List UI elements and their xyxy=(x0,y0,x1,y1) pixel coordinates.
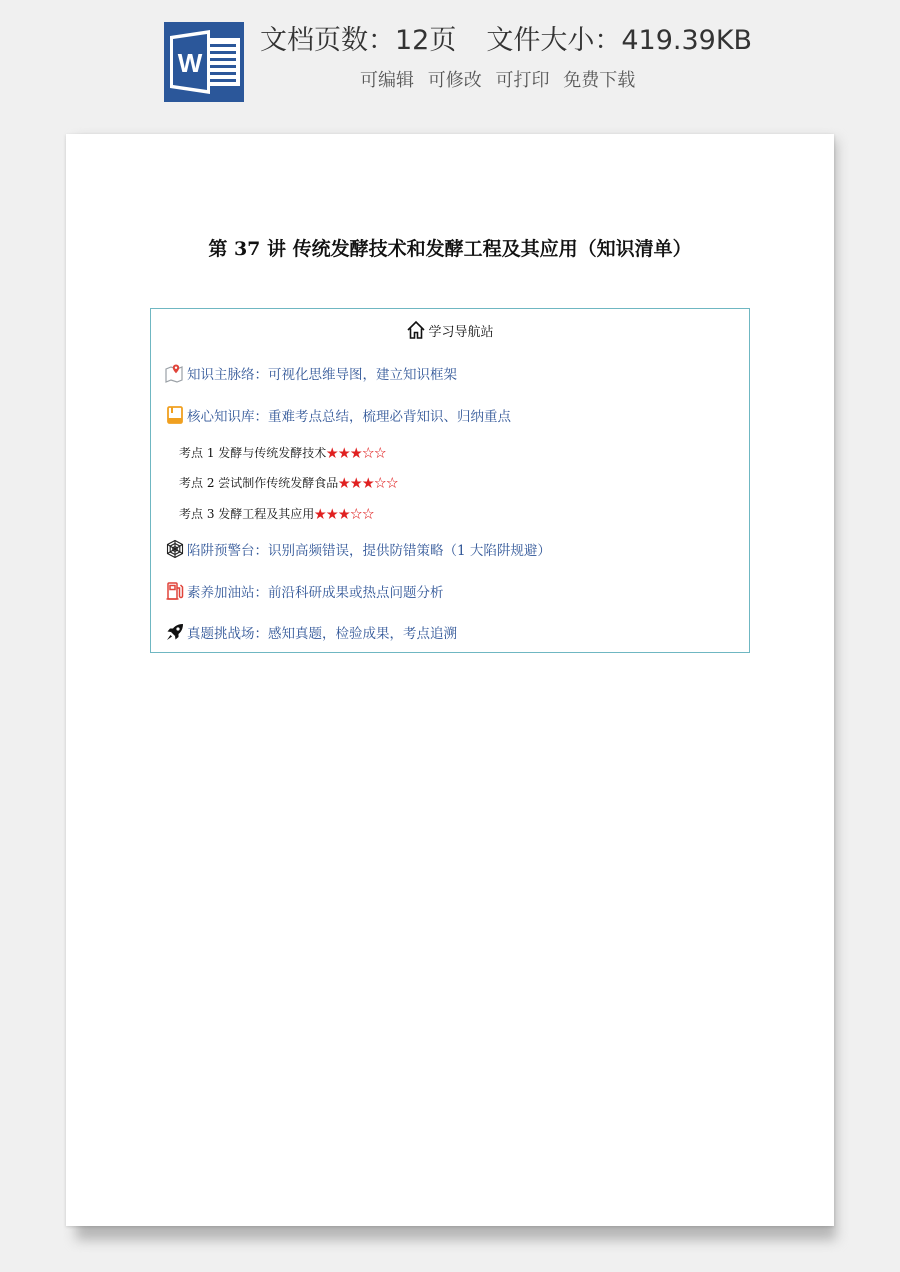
rocket-icon xyxy=(165,622,185,642)
key-point-2-label: 考点 2 尝试制作传统发酵食品 xyxy=(179,476,339,490)
feature-printable: 可打印 xyxy=(495,70,550,91)
key-point-2-stars: ★★★☆☆ xyxy=(338,476,399,490)
map-pin-icon xyxy=(165,363,185,383)
key-point-1 xyxy=(179,444,386,461)
web-warning-icon xyxy=(165,539,185,559)
section-knowledge-map-label: 知识主脉络：可视化思维导图，建立知识框架 xyxy=(187,367,457,383)
section-core-knowledge[interactable] xyxy=(165,405,511,425)
section-exam-challenge-label: 真题挑战场：感知真题，检验成果，考点追溯 xyxy=(187,626,457,642)
file-info-title xyxy=(260,18,760,57)
document-title: 第 37 讲 传统发酵技术和发酵工程及其应用（知识清单） xyxy=(208,238,692,260)
key-point-3 xyxy=(179,505,374,522)
page-count: 文档页数：12页 xyxy=(260,25,457,56)
book-icon xyxy=(165,405,185,425)
section-trap-warning[interactable] xyxy=(165,539,551,559)
section-literacy-station-label: 素养加油站：前沿科研成果或热点问题分析 xyxy=(187,585,444,601)
nav-heading xyxy=(151,320,749,344)
feature-free-download: 免费下载 xyxy=(563,70,636,91)
fuel-pump-icon xyxy=(165,581,185,601)
feature-modifiable: 可修改 xyxy=(427,70,482,91)
download-banner xyxy=(0,0,900,135)
svg-text:W: W xyxy=(177,48,203,78)
nav-heading-label: 学习导航站 xyxy=(428,325,494,340)
key-point-1-label: 考点 1 发酵与传统发酵技术 xyxy=(179,446,327,460)
key-point-1-stars: ★★★☆☆ xyxy=(326,446,387,460)
feature-editable: 可编辑 xyxy=(360,70,414,91)
section-exam-challenge[interactable] xyxy=(165,622,457,642)
key-point-3-label: 考点 3 发酵工程及其应用 xyxy=(179,507,315,521)
section-knowledge-map[interactable] xyxy=(165,363,457,383)
section-core-knowledge-label: 核心知识库：重难考点总结，梳理必背知识、归纳重点 xyxy=(187,409,511,425)
house-icon xyxy=(406,320,426,344)
section-trap-warning-label: 陷阱预警台：识别高频错误，提供防错策略（1 大陷阱规避） xyxy=(187,543,551,559)
section-literacy-station[interactable] xyxy=(165,581,444,601)
file-size: 文件大小：419.39KB xyxy=(486,25,753,56)
key-point-2 xyxy=(179,474,398,491)
learning-navigation-box xyxy=(150,308,750,653)
feature-list xyxy=(360,66,643,92)
word-document-icon xyxy=(164,22,244,102)
document-page xyxy=(66,134,834,1226)
key-point-3-stars: ★★★☆☆ xyxy=(314,507,375,521)
